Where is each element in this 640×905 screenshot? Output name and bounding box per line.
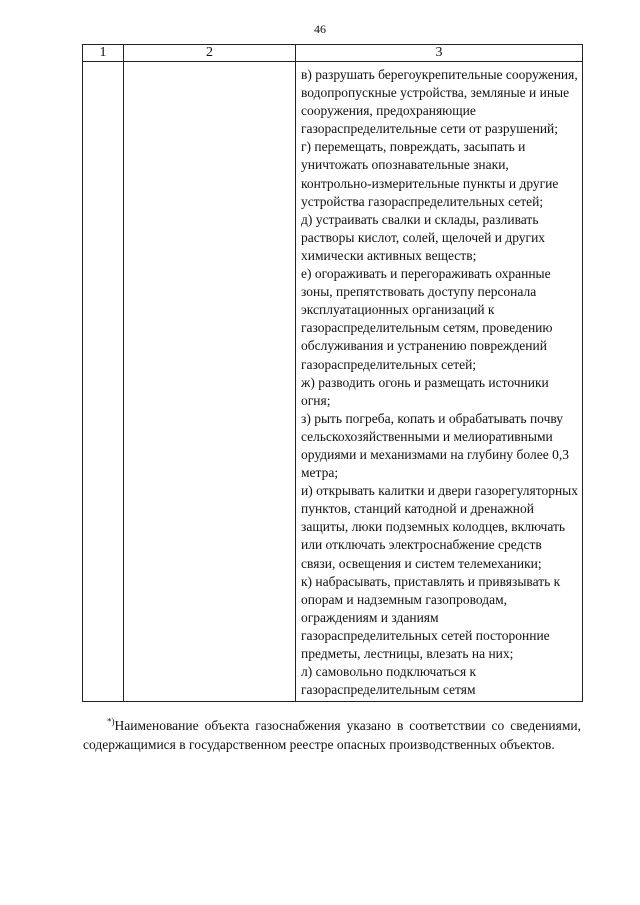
prohibition-item-z: з) рыть погреба, копать и обрабатывать почву сельскохозяйственными и мелиоративными орудиями и механизмами на глубину более 0,3 метра; <box>301 410 569 481</box>
prohibition-item-d: д) устраивать свалки и склады, разливать растворы кислот, солей, щелочей и других химически активных веществ; <box>301 211 546 263</box>
table-header-row <box>83 45 583 62</box>
prohibition-item-e: е) огораживать и перегораживать охранные зоны, препятствовать доступу персонала эксплуатационных организаций к газораспределительным сетям, проведению обслуживания и устранению повреждений газораспределительных сетей; <box>301 266 553 372</box>
prohibition-item-v: в) разрушать берегоукрепительные сооружения, водопропускные устройства, земляные и иные сооружения, предохраняющие газораспределительные сети от разрушений; <box>301 67 578 137</box>
table-cell-col2 <box>124 62 296 702</box>
table-cell-col3 <box>296 62 583 702</box>
footnote <box>83 717 581 754</box>
requirements-table <box>82 44 583 702</box>
page-number: 46 <box>314 22 326 36</box>
prohibition-item-zh: ж) разводить огонь и размещать источники огня; <box>301 374 549 408</box>
footnote-marker: *) <box>107 716 115 727</box>
prohibition-item-g: г) перемещать, повреждать, засыпать и уничтожать опознавательные знаки, контрольно-измерительные пункты и другие устройства газораспределительных сетей; <box>301 139 559 209</box>
prohibition-item-i: и) открывать калитки и двери газорегуляторных пунктов, станций катодной и дренажной защиты, люки подземных колодцев, включать или отключать электроснабжение средств связи, освещения и систем телемеханики; <box>301 483 578 571</box>
prohibition-item-k: к) набрасывать, приставлять и привязывать к опорам и надземным газопроводам, ограждениям и зданиям газораспределительных сетей посторонние предметы, лестницы, влезать на них; <box>301 573 561 661</box>
prohibition-item-l: л) самовольно подключаться к газораспределительным сетям <box>301 664 477 698</box>
column-header-2: 2 <box>124 45 296 62</box>
table-cell-col1 <box>83 62 124 702</box>
table-row <box>83 62 583 702</box>
footnote-text: Наименование объекта газоснабжения указано в соответствии со сведениями, содержащимися в государственном реестре опасных производственных объектов. <box>83 718 581 752</box>
column-header-1: 1 <box>83 45 124 62</box>
column-header-3: 3 <box>296 45 583 62</box>
